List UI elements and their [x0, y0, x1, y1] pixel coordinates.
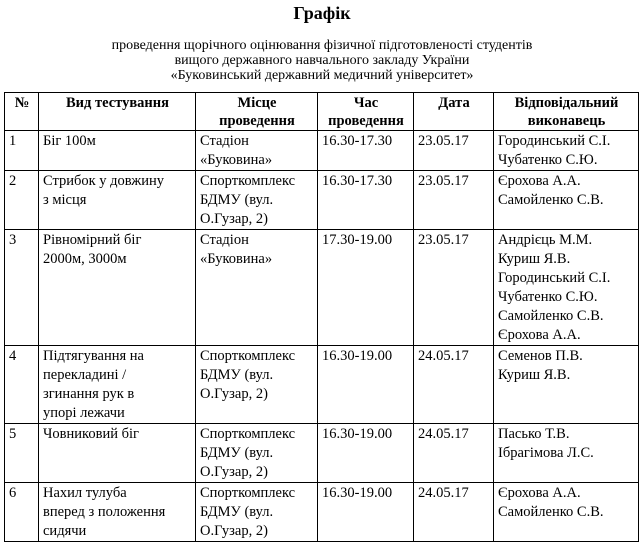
- cell-location: Спорткомплекс БДМУ (вул. О.Гузар, 2): [196, 171, 318, 230]
- cell-time: 16.30-19.00: [318, 346, 414, 424]
- cell-location: Спорткомплекс БДМУ (вул. О.Гузар, 2): [196, 346, 318, 424]
- cell-test-type: Рівномірний біг 2000м, 3000м: [39, 230, 196, 346]
- document-subtitle: [0, 38, 644, 83]
- cell-date: 23.05.17: [414, 171, 494, 230]
- table-row: [5, 424, 639, 483]
- cell-number: 1: [5, 131, 39, 171]
- cell-responsible: Пасько Т.В. Ібрагімова Л.С.: [494, 424, 639, 483]
- cell-date: 24.05.17: [414, 346, 494, 424]
- cell-date: 24.05.17: [414, 424, 494, 483]
- table-row: [5, 230, 639, 346]
- schedule-table: [4, 92, 639, 542]
- cell-test-type: Човниковий біг: [39, 424, 196, 483]
- header-location: Місце проведення: [196, 93, 318, 131]
- subtitle-line: «Буковинський державний медичний університет»: [170, 68, 474, 83]
- cell-responsible: Єрохова А.А. Самойленко С.В.: [494, 483, 639, 542]
- cell-time: 16.30-17.30: [318, 131, 414, 171]
- header-time: Час проведення: [318, 93, 414, 131]
- cell-location: Стадіон «Буковина»: [196, 131, 318, 171]
- cell-test-type: Біг 100м: [39, 131, 196, 171]
- cell-date: 24.05.17: [414, 483, 494, 542]
- cell-responsible: Андрієць М.М. Куриш Я.В. Городинський С.І. Чубатенко С.Ю. Самойленко С.В. Єрохова А.А.: [494, 230, 639, 346]
- header-date: Дата: [414, 93, 494, 131]
- table-row: [5, 483, 639, 542]
- header-test-type: Вид тестування: [39, 93, 196, 131]
- cell-number: 2: [5, 171, 39, 230]
- cell-time: 16.30-19.00: [318, 424, 414, 483]
- cell-responsible: Городинський С.І. Чубатенко С.Ю.: [494, 131, 639, 171]
- cell-time: 16.30-19.00: [318, 483, 414, 542]
- cell-location: Спорткомплекс БДМУ (вул. О.Гузар, 2): [196, 483, 318, 542]
- cell-date: 23.05.17: [414, 230, 494, 346]
- table-header-row: [5, 93, 639, 131]
- table-row: [5, 131, 639, 171]
- table-row: [5, 346, 639, 424]
- subtitle-line: проведення щорічного оцінювання фізичної підготовленості студентів: [111, 38, 533, 53]
- cell-location: Стадіон «Буковина»: [196, 230, 318, 346]
- document-title: Графік: [293, 3, 351, 23]
- cell-test-type: Нахил тулуба вперед з положення сидячи: [39, 483, 196, 542]
- cell-test-type: Підтягування на перекладині / згинання рук в упорі лежачи: [39, 346, 196, 424]
- cell-number: 5: [5, 424, 39, 483]
- header-number: №: [5, 93, 39, 131]
- cell-date: 23.05.17: [414, 131, 494, 171]
- subtitle-line: вищого державного навчального закладу України: [174, 53, 470, 68]
- cell-responsible: Семенов П.В. Куриш Я.В.: [494, 346, 639, 424]
- cell-test-type: Стрибок у довжину з місця: [39, 171, 196, 230]
- cell-time: 16.30-17.30: [318, 171, 414, 230]
- header-responsible: Відповідальний виконавець: [494, 93, 639, 131]
- cell-number: 6: [5, 483, 39, 542]
- cell-number: 3: [5, 230, 39, 346]
- table-row: [5, 171, 639, 230]
- cell-responsible: Єрохова А.А. Самойленко С.В.: [494, 171, 639, 230]
- cell-location: Спорткомплекс БДМУ (вул. О.Гузар, 2): [196, 424, 318, 483]
- cell-number: 4: [5, 346, 39, 424]
- cell-time: 17.30-19.00: [318, 230, 414, 346]
